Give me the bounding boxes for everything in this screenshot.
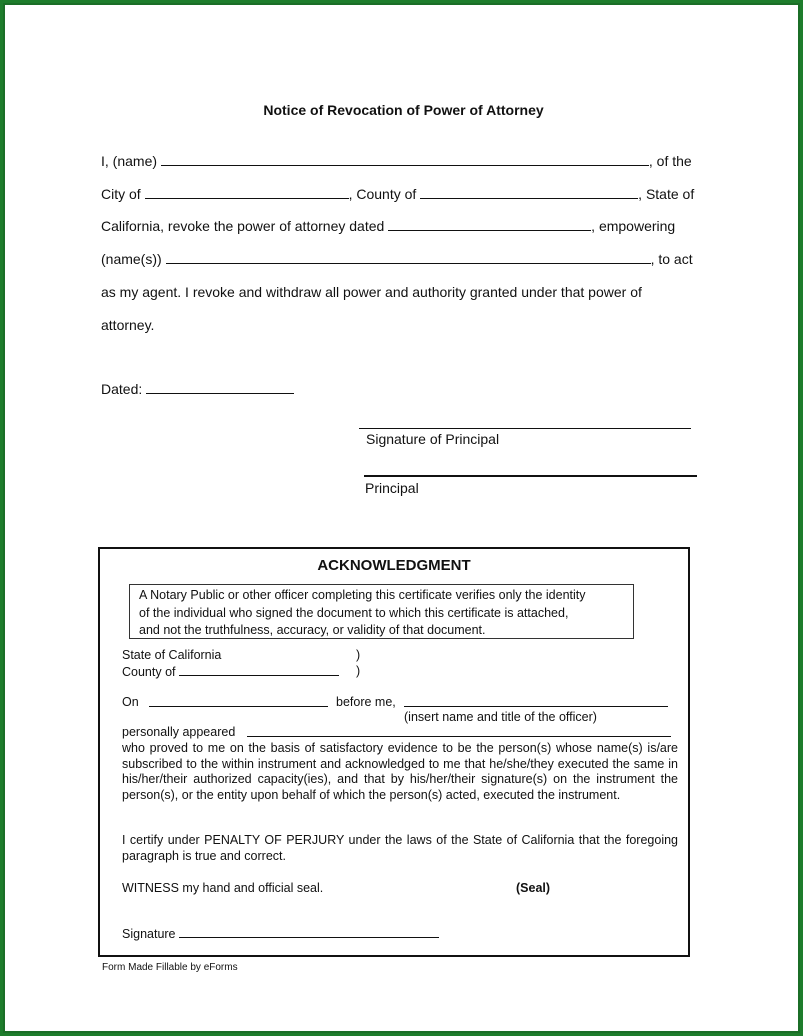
state-paren: ) xyxy=(356,648,361,662)
principal-label: Principal xyxy=(365,480,419,496)
dated-line xyxy=(101,381,294,397)
acknowledgment-title: ACKNOWLEDGMENT xyxy=(317,557,471,574)
state-label: State of California xyxy=(122,648,222,662)
notary-signature-field[interactable] xyxy=(179,926,439,938)
name-label: I, (name) xyxy=(101,153,158,169)
revoke-line xyxy=(101,218,675,234)
name-line xyxy=(101,153,692,169)
county-row xyxy=(122,664,339,679)
county-label: , County of xyxy=(348,186,417,202)
poa-date-field[interactable] xyxy=(388,218,591,231)
document-page xyxy=(3,3,800,1033)
of-the-text: , of the xyxy=(648,153,692,169)
ack-county-field[interactable] xyxy=(179,664,339,676)
seal-label: (Seal) xyxy=(516,881,551,895)
ack-date-field[interactable] xyxy=(149,694,328,707)
to-act-text: , to act xyxy=(650,251,693,267)
notary-notice-box xyxy=(129,584,634,639)
agent-names-field[interactable] xyxy=(166,251,651,264)
dated-field[interactable] xyxy=(146,381,294,394)
names-label: (name(s)) xyxy=(101,251,162,267)
signature-of-principal-label: Signature of Principal xyxy=(366,431,500,447)
empowering-text: , empowering xyxy=(591,218,676,234)
agent-line xyxy=(101,251,693,267)
personally-appeared-label: personally appeared xyxy=(122,725,236,739)
signature-row xyxy=(122,926,439,941)
county-label: County of xyxy=(122,665,176,679)
county-field[interactable] xyxy=(420,186,638,199)
principal-name-print-field[interactable] xyxy=(364,475,697,477)
state-label: , State of xyxy=(638,186,695,202)
proof-paragraph: who proved to me on the basis of satisfactory evidence to be the person(s) whose name(s) is/are subscribed to the within instrument and acknowledged to me that he/she/they executed the same in his/her/their authorized capacity(ies), and that by his/her/their signature(s) on the instrument the person(s), or the entity upon behalf of which the person(s) acted, executed the instrument. xyxy=(122,741,678,802)
dated-label: Dated: xyxy=(101,381,143,397)
revoke-text: California, revoke the power of attorney dated xyxy=(101,218,385,234)
revoke-statement: as my agent. I revoke and withdraw all power and authority granted under that power of xyxy=(101,284,642,300)
city-field[interactable] xyxy=(145,186,349,199)
city-label: City of xyxy=(101,186,141,202)
acknowledgment-box xyxy=(98,547,690,957)
perjury-paragraph: I certify under PENALTY OF PERJURY under the laws of the State of California that the foregoing paragraph is true and correct. xyxy=(122,833,678,863)
notice-line: A Notary Public or other officer completing this certificate verifies only the identity xyxy=(139,588,586,602)
notice-line: of the individual who signed the document to which this certificate is attached, xyxy=(139,605,569,620)
before-me-label: before me, xyxy=(336,695,396,709)
revoke-statement-end: attorney. xyxy=(101,317,155,333)
notice-line: and not the truthfulness, accuracy, or validity of that document. xyxy=(139,623,486,637)
on-label: On xyxy=(122,695,139,709)
location-line xyxy=(101,186,694,202)
document-title: Notice of Revocation of Power of Attorney xyxy=(263,102,544,118)
witness-text: WITNESS my hand and official seal. xyxy=(122,881,324,895)
footer-credit: Form Made Fillable by eForms xyxy=(102,962,238,973)
principal-signature-field[interactable] xyxy=(359,428,691,429)
principal-name-field[interactable] xyxy=(161,153,649,166)
officer-name-field[interactable] xyxy=(404,694,668,707)
personally-appeared-field[interactable] xyxy=(247,724,671,737)
county-paren: ) xyxy=(356,664,361,678)
signature-label: Signature xyxy=(122,927,176,941)
officer-hint: (insert name and title of the officer) xyxy=(404,710,597,724)
